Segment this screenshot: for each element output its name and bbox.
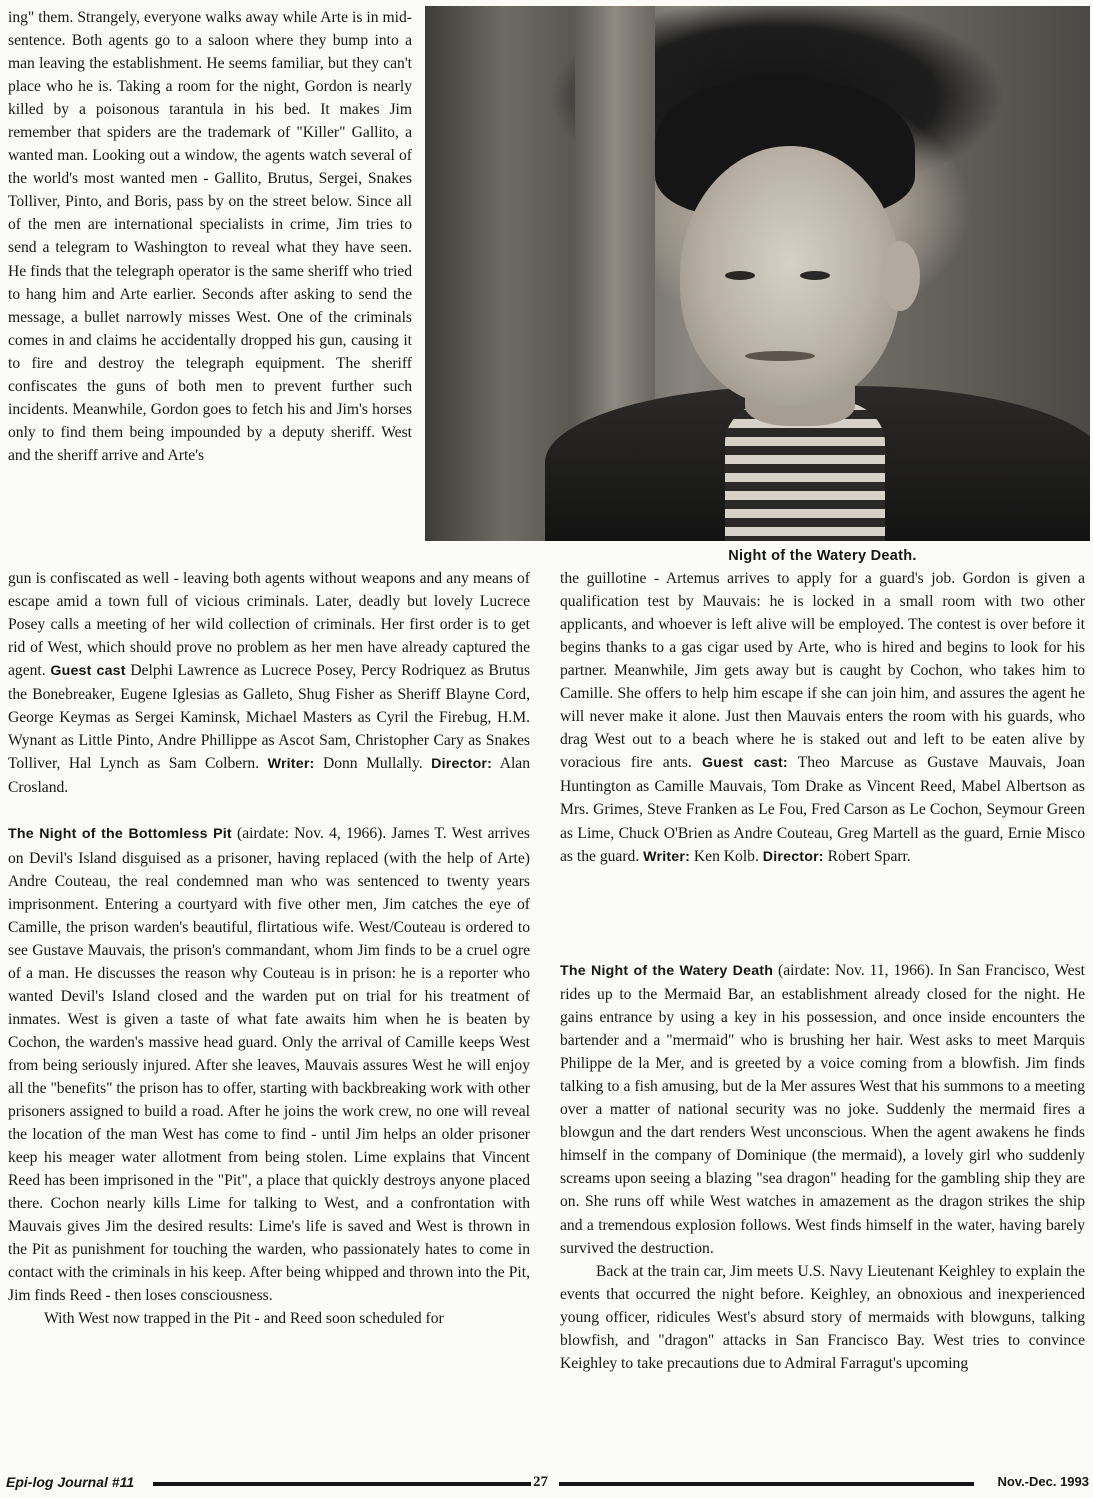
photo-background-post: [575, 6, 655, 426]
photo-mouth: [745, 351, 815, 361]
issue-date: Nov.-Dec. 1993: [997, 1474, 1089, 1489]
ep1-director: Alan Crosland.: [8, 755, 531, 797]
ep3-paragraph: [560, 959, 1085, 1260]
ep3-paragraph-2: Back at the train car, Jim meets U.S. Navy Lieutenant Keighley to explain the events that occurred the night before. Keighley, an obnoxious and inexperienced young officer, ridicules West's absurd story of mermaids with blowguns, talking blowfish, and "dragon" attacks in San Francisco Bay. West tries to convince Keighley to take precautions due to Admiral Farragut's upcoming: [560, 1262, 1085, 1372]
ep3-title: The Night of the Watery Death: [560, 963, 774, 979]
ep1-guest-cast-label: Guest cast: [50, 663, 126, 680]
ep3-synopsis: (airdate: Nov. 11, 1966). In San Francisco, West rides up to the Mermaid Bar, an establishment already closed for the night. He gains entrance by using a key in his possession, and once inside encounters the bartender and a "mermaid" who is brushing her hair. West asks to meet Marquis Philippe de la Mer, and is greeted by a voice coming from a blowfish. Jim finds talking to a fish amusing, but de la Mer assures West that his summons to a meeting over a matter of national security was no joke. Suddenly the mermaid fires a blowgun and the dart renders West unconscious. When the agent awakens he finds himself in the company of Dominique (the mermaid), a lovely girl who suddenly screams upon seeing a blazing "sea dragon" heading for the gambling ship they are on. She runs off while West watches in amazement as the dragon strikes the ship and a tremendous explosion follows. West finds himself in the water, having barely survived the destruction.: [560, 962, 1085, 1257]
page-number: 27: [533, 1474, 548, 1490]
ep2-paragraph: [8, 822, 530, 1307]
ep2-continued-text: the guillotine - Artemus arrives to apply for a guard's job. Gordon is given a qualification test by Mauvais: he is locked in a small room with two other applicants, and whoever is left alive will be employed. The contest is over before it begins thanks to a gas cigar used by Arte, who is hired and begins to look for his partner. Meanwhile, Jim gets away but is caught by Cochon, who takes him to Camille. She offers to help him escape if she can join him, and assures the agent he will never make it alone. Just then Mauvais enters the room with his guards, who drag West out to a beach where he is staked out and left to be eaten alive by voracious fire ants.: [560, 570, 1085, 772]
right-column-lower: [560, 959, 1085, 1375]
ep2-writer: Ken Kolb.: [690, 847, 759, 865]
episode-photo: [425, 6, 1090, 541]
footer-rule-right: [559, 1482, 974, 1486]
intro-continued-text: gun is confiscated as well - leaving both agents without weapons and any means of escape amid a town full of vicious criminals. Later, deadly but lovely Lucrece Posey calls a meeting of her wild collection of criminals. Her first order is to get rid of West, which should prove no problem as her men have already captured the agent.: [8, 570, 530, 680]
ep2-guest-cast: Theo Marcuse as Gustave Mauvais, Joan Huntington as Camille Mauvais, Tom Drake as Vincent Reed, Mabel Albertson as Mrs. Grimes, Steve Franken as Le Fou, Fred Carson as Le Cochon, Seymour Green as Lime, Chuck O'Brien as Andre Couteau, Greg Martell as the guard, Ernie Misco as the guard.: [560, 754, 1085, 865]
photo-face: [680, 146, 900, 406]
intro-paragraph: ing" them. Strangely, everyone walks away while Arte is in mid-sentence. Both agents go to a saloon where they bump into a man leaving the establishment. He seems familiar, but they can't place who he is. Taking a room for the night, Gordon is nearly killed by a poisonous tarantula in his bed. It makes Jim remember that spiders are the trademark of "Killer" Gallito, a wanted man. Looking out a window, the agents watch several of the world's most wanted men - Gallito, Brutus, Sergei, Snakes Tolliver, Pinto, and Boris, pass by on the street below. Since all of the men are international specialists in crime, Jim tries to send a telegram to Washington to reveal what they have seen. He finds that the telegraph operator is the same sheriff who tried to hang him and Arte earlier. Seconds after asking to send the message, a bullet narrowly misses West. One of the criminals comes in and claims he accidentally dropped his gun, causing it to fire and destroy the telegraph equipment. The sheriff confiscates the guns of both men to prevent further such incidents. Meanwhile, Gordon goes to fetch his and Jim's horses only to find them being impounded by a deputy sheriff. West and the sheriff arrive and Arte's: [8, 9, 412, 464]
photo-ear: [880, 241, 920, 311]
right-column: [560, 567, 1085, 869]
ep2-paragraph-2: With West now trapped in the Pit - and Reed soon scheduled for: [44, 1310, 444, 1328]
footer-rule-left: [153, 1482, 531, 1486]
ep1-director-label: Director:: [431, 756, 493, 773]
ep2-continued-paragraph: [560, 567, 1085, 869]
ep2-guest-cast-label: Guest cast:: [702, 755, 788, 772]
ep1-writer: Donn Mullally.: [314, 755, 423, 773]
intro-column: [8, 6, 412, 467]
ep1-writer-label: Writer:: [267, 756, 315, 773]
photo-eye-right: [800, 271, 830, 280]
photo-caption: Night of the Watery Death.: [728, 548, 917, 564]
ep2-synopsis: (airdate: Nov. 4, 1966). James T. West arrives on Devil's Island disguised as a prisoner, having replaced (with the help of Arte) Andre Couteau, the real condemned man who was sentenced to twenty years imprisonment. Entering a courtyard with five other men, Jim catches the eye of Camille, the prison warden's beautiful, flirtatious wife. West/Couteau is ordered to see Gustave Mauvais, the prison's commandant, whom Jim finds to be a cruel ogre of a man. He discusses the reason why Couteau is in prison: he is a reporter who wanted Devil's Island closed and the warden put on trial for his treatment of inmates. West is given a taste of what fate awaits him when he is beaten by Cochon, the warden's massive head guard. Only the arrival of Camille keeps West from being seriously injured. After she leaves, Mauvais assures West he will enjoy all the "benefits" the prison has to offer, starting with backbreaking work with other prisoners assigned to build a road. After he joins the work crew, no one will reveal the location of the man West has come to find - until Jim helps an older prisoner keep his meager water allotment from being stolen. Lime explains that Vincent Reed has been imprisoned in the "Pit", a place that quickly destroys anyone placed there. Cochon nearly kills Lime for talking to West, and a confrontation with Mauvais gives Jim the desired results: Lime's life is saved and West is thrown in the Pit as punishment for touching the warden, who passionately hates to come in contact with the criminals in his keep. After being whipped and thrown into the Pit, Jim finds Reed - then loses consciousness.: [8, 825, 531, 1305]
ep2-writer-label: Writer:: [643, 848, 691, 865]
intro-continued-paragraph: [8, 567, 530, 799]
ep2-title: The Night of the Bottomless Pit: [8, 826, 232, 843]
page-footer: [6, 1474, 1091, 1494]
ep2-director: Robert Sparr.: [823, 847, 911, 865]
ep1-guest-cast: Delphi Lawrence as Lucrece Posey, Percy Rodriquez as Brutus the Bonebreaker, Eugene Iglesias as Galleto, Shug Fisher as Sheriff Blayne Cord, George Keymas as Sergei Kaminsk, Michael Masters as Cyril the Firebug, H.M. Wynant as Little Pinto, Andre Phillippe as Ascot Sam, Christopher Cary as Snakes Tolliver, Hal Lynch as Sam Colbern.: [8, 662, 531, 773]
journal-name: Epi-log Journal #11: [6, 1474, 135, 1490]
left-column: [8, 567, 530, 1331]
photo-eye-left: [725, 271, 755, 280]
ep2-director-label: Director:: [762, 848, 824, 865]
